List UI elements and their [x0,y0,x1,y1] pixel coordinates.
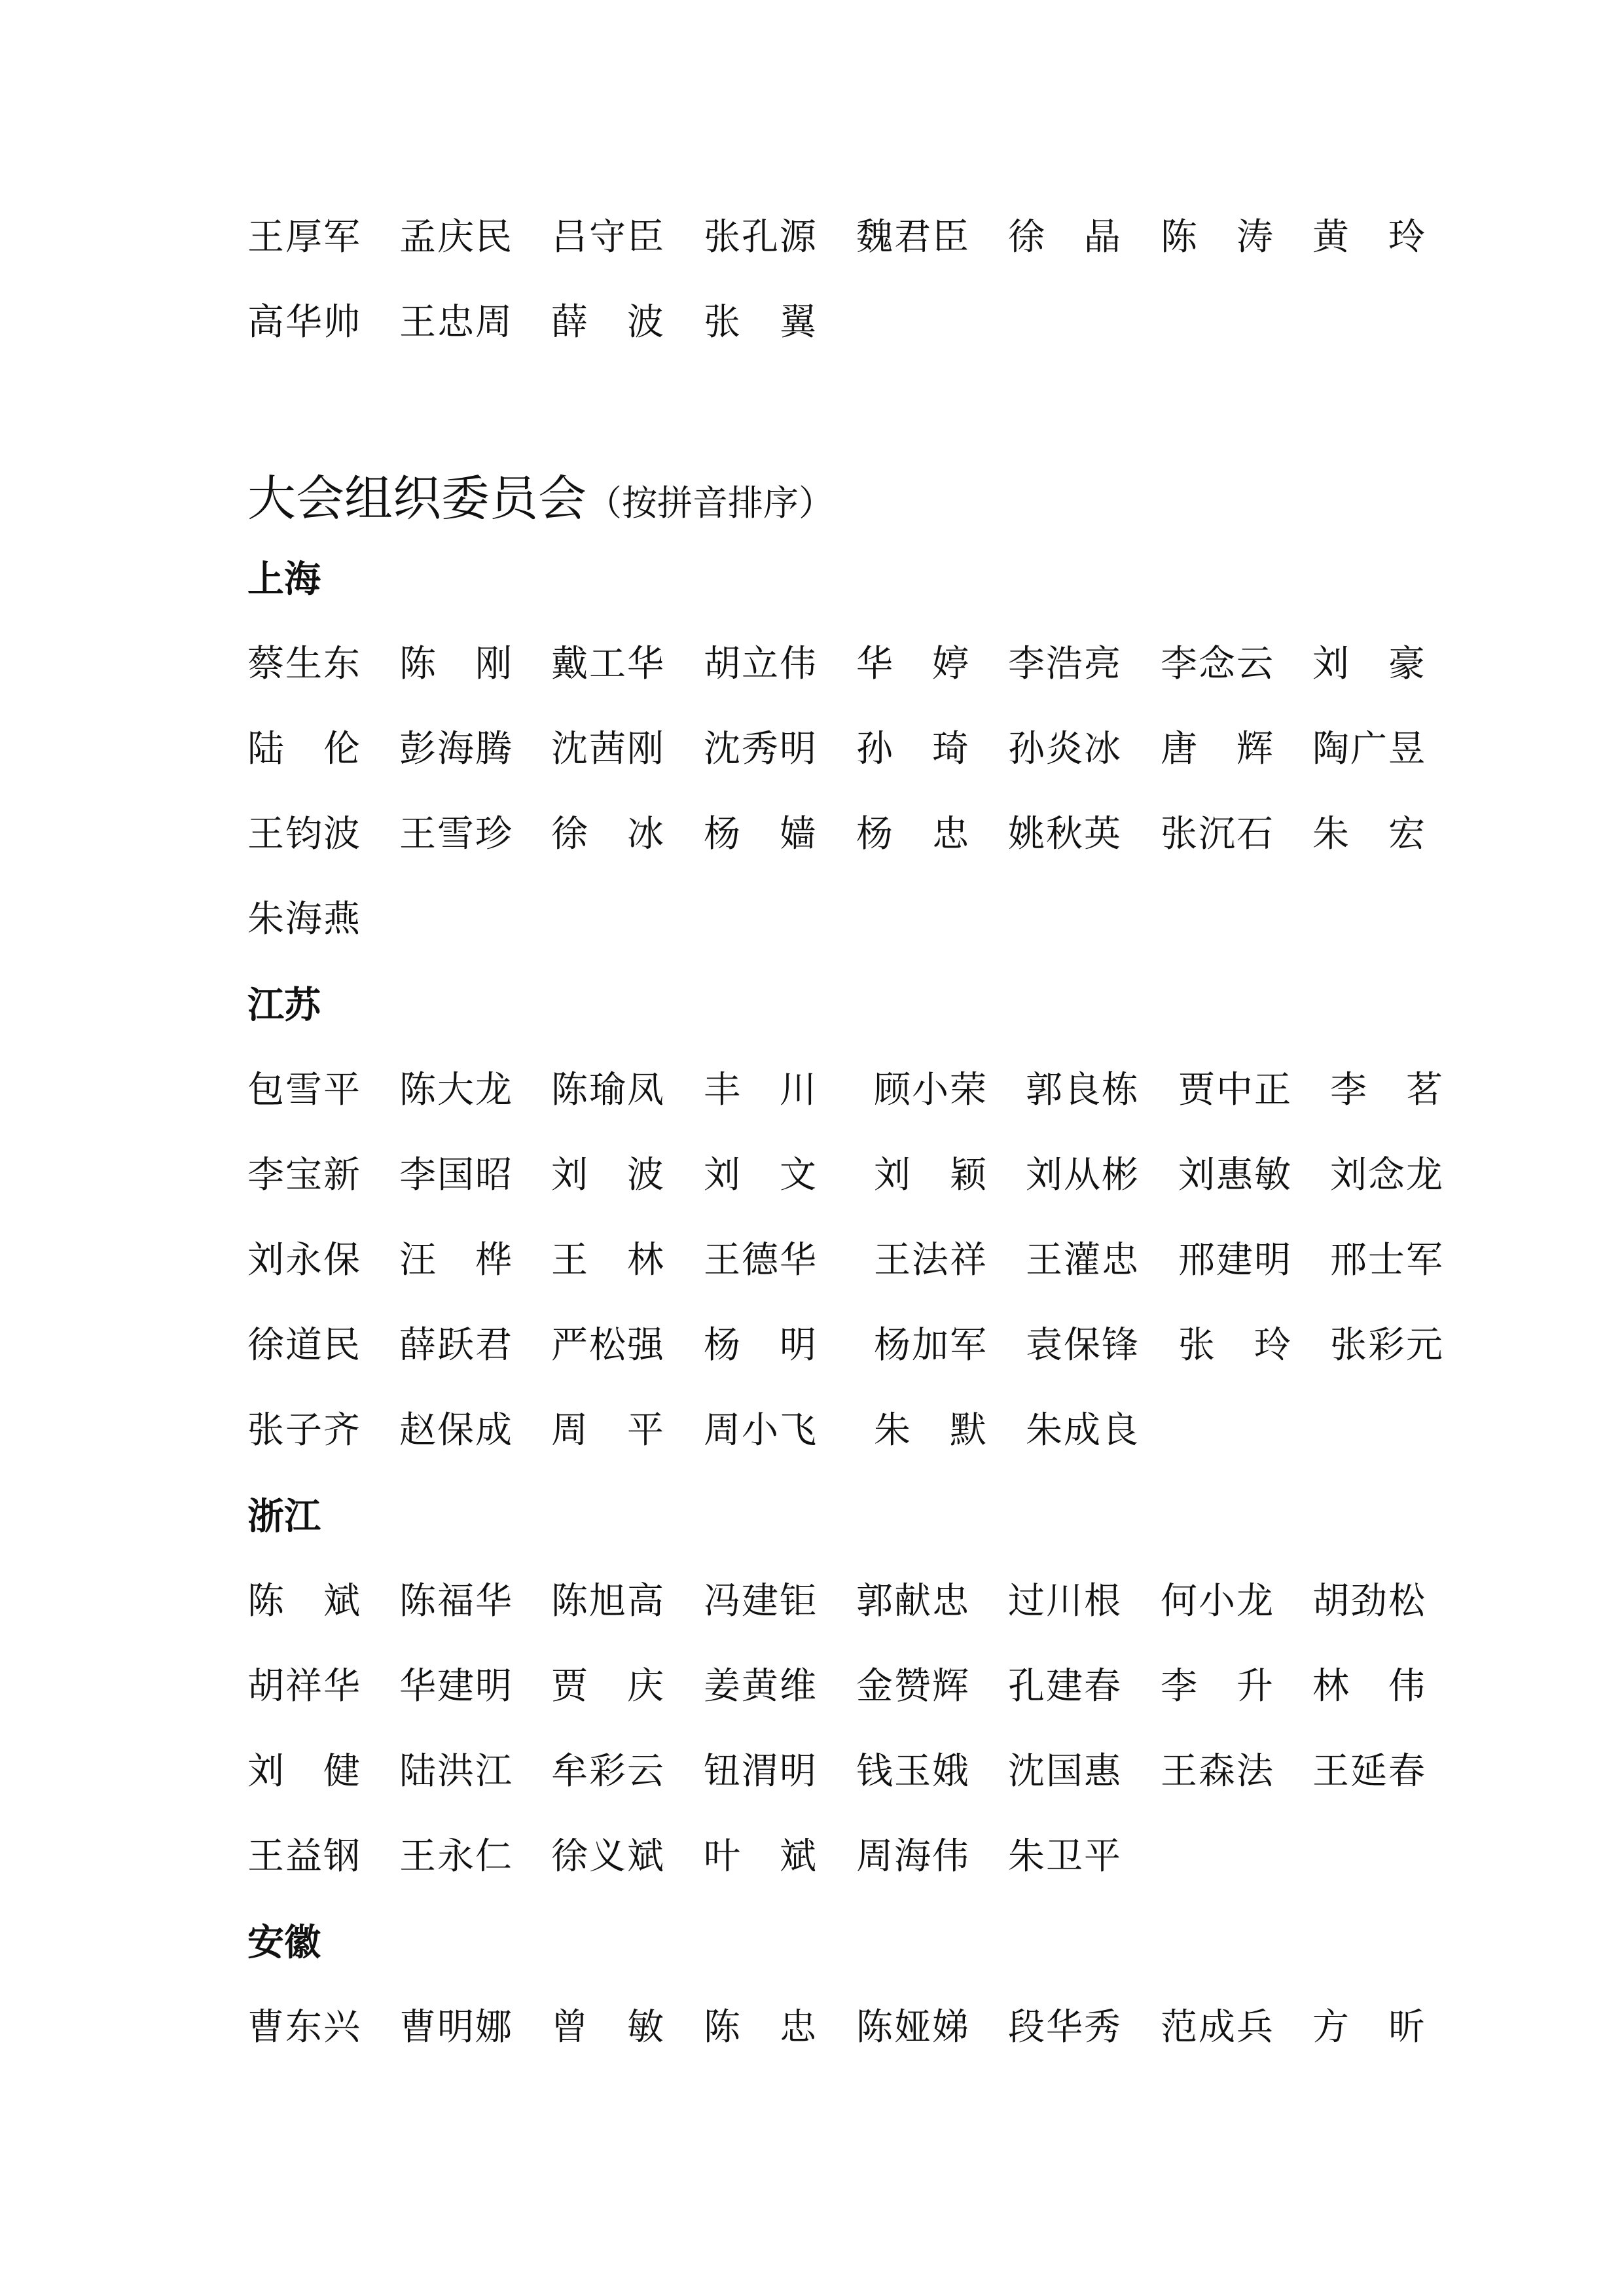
name-entry: 张孔源 [704,216,818,259]
names-row [247,723,1491,776]
name-entry: 林 伟 [1312,1665,1426,1708]
name-entry: 朱卫平 [1008,1835,1122,1878]
name-entry: 王 林 [551,1239,665,1282]
name-entry: 张沉石 [1161,813,1274,855]
names-row [247,893,1491,946]
name-entry: 孔建春 [1008,1665,1122,1708]
name-entry: 陈福华 [399,1580,513,1623]
name-entry: 曾 敏 [551,2006,665,2049]
name-entry: 袁保锋 [1026,1324,1140,1367]
name-entry: 严松强 [551,1324,665,1367]
name-entry: 陈 忠 [704,2006,818,2049]
name-entry: 孙炎冰 [1008,728,1122,770]
name-entry: 李宝新 [247,1154,361,1196]
name-entry: 丰 川 [704,1069,818,1111]
name-entry: 王益钢 [247,1835,361,1878]
sort-note: （按拼音排序） [586,482,834,524]
names-row [247,296,1491,349]
region-heading: 上海 [247,558,321,601]
name-entry: 冯建钜 [704,1580,818,1623]
name-entry: 孟庆民 [399,216,513,259]
name-entry: 姜黄维 [704,1665,818,1708]
name-entry: 沈国惠 [1008,1750,1122,1793]
names-row [247,1064,1491,1117]
name-entry: 钱玉娥 [856,1750,970,1793]
name-entry: 刘 健 [247,1750,361,1793]
name-entry: 周海伟 [856,1835,970,1878]
names-row [247,1405,1491,1457]
name-entry: 李 升 [1161,1665,1274,1708]
name-entry: 朱成良 [1026,1409,1140,1452]
name-entry: 徐 晶 [1008,216,1122,259]
name-entry: 吕守臣 [551,216,665,259]
region-heading: 江苏 [247,984,321,1027]
name-entry: 王灌忠 [1026,1239,1140,1282]
name-entry: 王法祥 [874,1239,988,1282]
name-entry: 朱 默 [874,1409,988,1452]
names-row [247,1831,1491,1883]
name-entry: 蔡生东 [247,643,361,685]
name-entry: 徐道民 [247,1324,361,1367]
name-entry: 范成兵 [1161,2006,1274,2049]
name-entry: 刘 豪 [1312,643,1426,685]
name-entry: 朱 宏 [1312,813,1426,855]
names-row [247,2001,1491,2054]
name-entry: 华建明 [399,1665,513,1708]
name-entry: 陈 斌 [247,1580,361,1623]
name-entry: 周 平 [551,1409,665,1452]
committee-title: 大会组织委员会 [247,471,586,527]
name-entry: 沈秀明 [704,728,818,770]
name-entry: 刘永保 [247,1239,361,1282]
name-entry: 戴工华 [551,643,665,685]
name-entry: 王延春 [1312,1750,1426,1793]
name-entry: 高华帅 [247,301,361,344]
name-entry: 华 婷 [856,643,970,685]
name-entry: 薛跃君 [399,1324,513,1367]
name-entry: 过川根 [1008,1580,1122,1623]
name-entry: 陈旭高 [551,1580,665,1623]
name-entry: 何小龙 [1161,1580,1274,1623]
name-entry: 邢建明 [1178,1239,1292,1282]
name-entry: 沈茜刚 [551,728,665,770]
name-entry: 段华秀 [1008,2006,1122,2049]
name-entry: 牟彩云 [551,1750,665,1793]
name-entry: 唐 辉 [1161,728,1274,770]
name-entry: 金赞辉 [856,1665,970,1708]
name-entry: 李浩亮 [1008,643,1122,685]
name-entry: 王钧波 [247,813,361,855]
name-entry: 陆 伦 [247,728,361,770]
names-row [247,1149,1491,1202]
name-entry: 郭献忠 [856,1580,970,1623]
name-entry: 陈娅娣 [856,2006,970,2049]
name-entry: 张 翼 [704,301,818,344]
name-entry: 刘从彬 [1026,1154,1140,1196]
name-entry: 陆洪江 [399,1750,513,1793]
name-entry: 黄 玲 [1312,216,1426,259]
name-entry: 朱海燕 [247,898,361,941]
name-entry: 周小飞 [704,1409,818,1452]
name-entry: 李国昭 [399,1154,513,1196]
name-entry: 贾中正 [1178,1069,1292,1111]
name-entry: 王忠周 [399,301,513,344]
name-entry: 徐 冰 [551,813,665,855]
name-entry: 王德华 [704,1239,818,1282]
name-entry: 刘念龙 [1330,1154,1444,1196]
name-entry: 叶 斌 [704,1835,818,1878]
name-entry: 杨 忠 [856,813,970,855]
name-entry: 钮渭明 [704,1750,818,1793]
name-entry: 汪 桦 [399,1239,513,1282]
names-row [247,1319,1491,1372]
region-heading: 浙江 [247,1495,321,1538]
name-entry: 姚秋英 [1008,813,1122,855]
name-entry: 刘惠敏 [1178,1154,1292,1196]
name-entry: 杨 明 [704,1324,818,1367]
name-entry: 胡祥华 [247,1665,361,1708]
name-entry: 王厚军 [247,216,361,259]
name-entry: 顾小荣 [874,1069,988,1111]
name-entry: 刘 波 [551,1154,665,1196]
name-entry: 陶广昱 [1312,728,1426,770]
name-entry: 薛 波 [551,301,665,344]
name-entry: 包雪平 [247,1069,361,1111]
name-entry: 贾 庆 [551,1665,665,1708]
name-entry: 杨加军 [874,1324,988,1367]
name-entry: 彭海腾 [399,728,513,770]
name-entry: 李念云 [1161,643,1274,685]
names-row [247,211,1491,264]
name-entry: 曹明娜 [399,2006,513,2049]
name-entry: 赵保成 [399,1409,513,1452]
region-heading: 安徽 [247,1921,321,1964]
names-row [247,1746,1491,1798]
name-entry: 张子齐 [247,1409,361,1452]
name-entry: 胡立伟 [704,643,818,685]
name-entry: 张 玲 [1178,1324,1292,1367]
name-entry: 曹东兴 [247,2006,361,2049]
names-row [247,1234,1491,1287]
name-entry: 王永仁 [399,1835,513,1878]
name-entry: 刘 文 [704,1154,818,1196]
name-entry: 王雪珍 [399,813,513,855]
name-entry: 李 茗 [1330,1069,1444,1111]
name-entry: 胡劲松 [1312,1580,1426,1623]
names-row [247,638,1491,691]
name-entry: 陈 刚 [399,643,513,685]
name-entry: 陈大龙 [399,1069,513,1111]
name-entry: 王森法 [1161,1750,1274,1793]
name-entry: 徐义斌 [551,1835,665,1878]
names-row [247,1575,1491,1628]
names-row [247,808,1491,861]
committee-heading [247,466,834,536]
name-entry: 孙 琦 [856,728,970,770]
name-entry: 刘 颖 [874,1154,988,1196]
name-entry: 陈瑜凤 [551,1069,665,1111]
name-entry: 郭良栋 [1026,1069,1140,1111]
name-entry: 方 昕 [1312,2006,1426,2049]
name-entry: 陈 涛 [1161,216,1274,259]
name-entry: 杨 嫱 [704,813,818,855]
names-row [247,1660,1491,1713]
name-entry: 邢士军 [1330,1239,1444,1282]
name-entry: 张彩元 [1330,1324,1444,1367]
name-entry: 魏君臣 [856,216,970,259]
